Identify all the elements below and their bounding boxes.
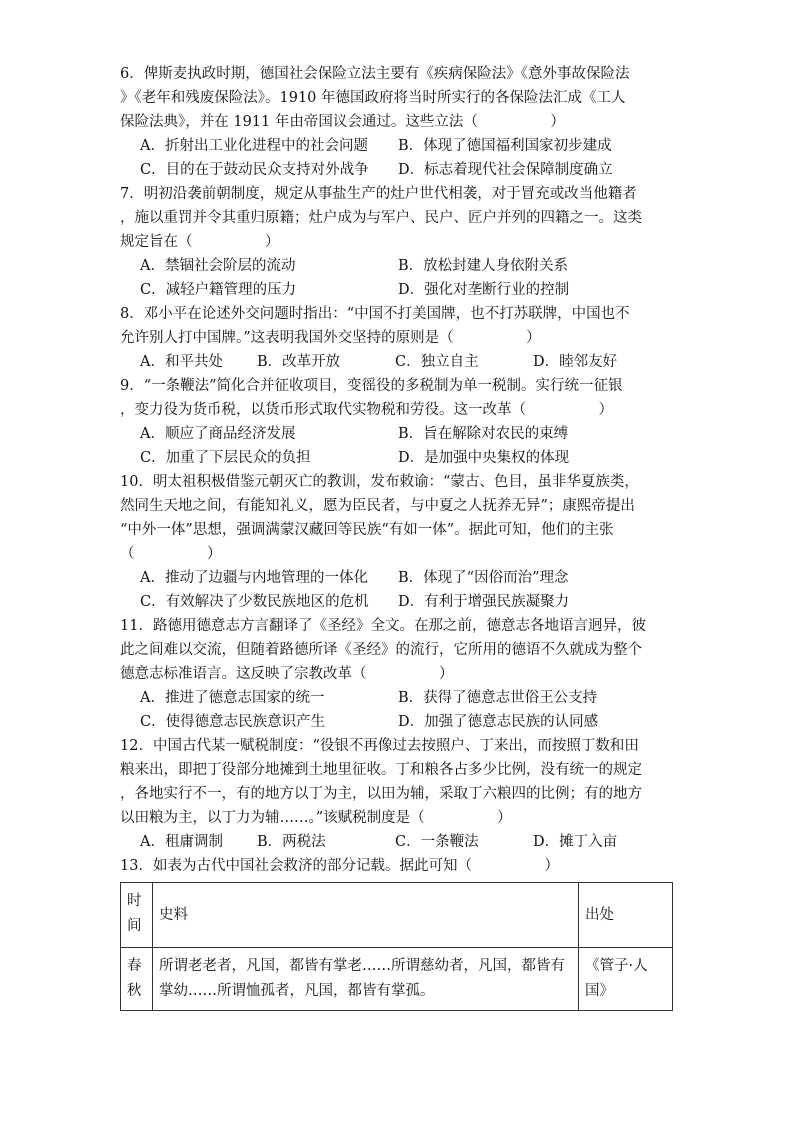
question-11-options-row-2 [120,710,673,734]
question-8 [120,302,673,374]
question-11-options-row-1 [120,686,673,710]
question-8-options-row [120,350,673,374]
question-9-line-2: ，变力役为货币税，以货币形式取代实物税和劳役。这一改革（ ） [120,402,613,418]
question-10-options-row-2 [120,590,673,614]
question-9-options-row-2 [120,446,673,470]
table-row [121,948,673,1011]
question-11-option-b[interactable]: B．获得了德意志世俗王公支持 [398,690,598,706]
question-9-line-1: 9．“一条鞭法”简化合并征收项目，变徭役的多税制为单一税制。实行统一征银 [120,378,623,394]
question-6-option-d[interactable]: D．标志着现代社会保障制度确立 [398,162,613,178]
question-6-option-c[interactable]: C．目的在于鼓动民众支持对外战争 [140,162,369,178]
question-7-line-1: 7．明初沿袭前朝制度，规定从事盐生产的灶户世代相袭，对于冒充或改当他籍者 [120,186,637,202]
question-12-option-c[interactable]: C．一条鞭法 [395,834,479,850]
question-11 [120,614,673,734]
question-7-options-row-2 [120,278,673,302]
question-11-option-a[interactable]: A．推进了德意志国家的统一 [140,690,325,706]
table-cell-source: 《管子·人国》 [579,948,673,1011]
question-13 [120,854,673,1011]
question-6-line-1: 6．俾斯麦执政时期，德国社会保险立法主要有《疾病保险法》《意外事故保险法 [120,66,630,82]
question-8-option-a[interactable]: A．和平共处 [140,354,223,370]
question-12-line-1: 12．中国古代某一赋税制度：“役银不再像过去按照户、丁来出，而按照丁数和田 [120,738,639,754]
question-8-option-d[interactable]: D．睦邻友好 [533,354,618,370]
question-7-option-d[interactable]: D．强化对垄断行业的控制 [398,282,570,298]
question-11-line-2: 此之间难以交流，但随着路德所译《圣经》的流行，它所用的德语不久就成为整个 [120,642,642,658]
question-12-option-d[interactable]: D．摊丁入亩 [533,834,618,850]
exam-page [120,62,673,1011]
question-10 [120,470,673,614]
question-12-options-row [120,830,673,854]
question-7-option-a[interactable]: A．禁锢社会阶层的流动 [140,258,296,274]
question-12 [120,734,673,854]
question-6-line-3: 保险法典》，并在 1911 年由帝国议会通过。这些立法（ ） [120,114,565,130]
question-13-line-1: 13．如表为古代中国社会救济的部分记载。据此可知（ ） [120,858,559,874]
table-header-origin: 出处 [579,883,673,948]
question-7 [120,182,673,302]
question-9-options-row-1 [120,422,673,446]
question-8-option-b[interactable]: B．改革开放 [257,354,341,370]
question-10-option-b[interactable]: B．体现了“因俗而治”理念 [398,570,569,586]
question-10-line-2: 然同生天地之间，有能知礼义，愿为臣民者，与中夏之人抚养无异”；康熙帝提出 [120,498,635,514]
table-header-row [121,883,673,948]
question-10-line-4: （ ） [120,546,222,562]
question-12-line-3: ，各地实行不一，有的地方以丁为主，以田为辅，采取丁六粮四的比例；有的地方 [120,786,642,802]
question-6-options-row-2 [120,158,673,182]
table-cell-time: 春 秋 [121,948,153,1011]
question-12-option-a[interactable]: A．租庸调制 [140,834,223,850]
question-11-line-1: 11．路德用德意志方言翻译了《圣经》全文。在那之前，德意志各地语言迥异，彼 [120,618,646,634]
question-9-option-a[interactable]: A．顺应了商品经济发展 [140,426,296,442]
question-10-option-c[interactable]: C．有效解决了少数民族地区的危机 [140,594,369,610]
question-8-line-2: 允许别人打中国牌。”这表明我国外交坚持的原则是（ ） [120,330,541,346]
question-9-option-b[interactable]: B．旨在解除对农民的束缚 [398,426,569,442]
table-header-source-text: 史料 [153,883,579,948]
question-9-option-c[interactable]: C．加重了下层民众的负担 [140,450,311,466]
question-12-line-2: 粮来出，即把丁役部分地摊到土地里征收。丁和粮各占多少比例，没有统一的规定 [120,762,642,778]
question-6-option-b[interactable]: B．体现了德国福利国家初步建成 [398,138,612,154]
question-7-options-row-1 [120,254,673,278]
question-11-line-3: 德意志标准语言。这反映了宗教改革（ ） [120,666,454,682]
table-header-time: 时 间 [121,883,153,948]
question-6-option-a[interactable]: A．折射出工业化进程中的社会问题 [140,138,368,154]
question-6-line-2: 》《老年和残废保险法》。1910 年德国政府将当时所实行的各保险法汇成《工人 [120,90,626,106]
question-7-option-c[interactable]: C．减轻户籍管理的压力 [140,282,297,298]
question-9 [120,374,673,470]
question-6 [120,62,673,182]
question-12-option-b[interactable]: B．两税法 [257,834,326,850]
history-table [120,882,673,1011]
question-8-line-1: 8．邓小平在论述外交问题时指出：“中国不打美国牌，也不打苏联牌，中国也不 [120,306,630,322]
question-9-option-d[interactable]: D．是加强中央集权的体现 [398,450,570,466]
question-10-option-a[interactable]: A．推动了边疆与内地管理的一体化 [140,570,368,586]
question-10-options-row-1 [120,566,673,590]
question-11-option-c[interactable]: C．使得德意志民族意识产生 [140,714,326,730]
question-10-line-3: “中外一体”思想，强调满蒙汉藏回等民族“有如一体”。据此可知，他们的主张 [120,522,614,538]
question-7-line-3: 规定旨在（ ） [120,234,280,250]
question-7-option-b[interactable]: B．放松封建人身依附关系 [398,258,569,274]
question-6-options-row-1 [120,134,673,158]
question-12-line-4: 以田粮为主，以丁力为辅……。”该赋税制度是（ ） [120,810,512,826]
question-10-option-d[interactable]: D．有利于增强民族凝聚力 [398,594,570,610]
question-11-option-d[interactable]: D．加强了德意志民族的认同感 [398,714,599,730]
question-7-line-2: ，施以重罚并令其重归原籍；灶户成为与军户、民户、匠户并列的四籍之一。这类 [120,210,642,226]
question-10-line-1: 10．明太祖积极借鉴元朝灭亡的教训，发布敕谕：“蒙古、色目，虽非华夏族类， [120,474,639,490]
table-cell-text: 所谓老老者，凡国，都皆有掌老……所谓慈幼者，凡国，都皆有掌幼……所谓恤孤者，凡国，都皆有掌孤。 [153,948,579,1011]
question-8-option-c[interactable]: C．独立自主 [395,354,479,370]
